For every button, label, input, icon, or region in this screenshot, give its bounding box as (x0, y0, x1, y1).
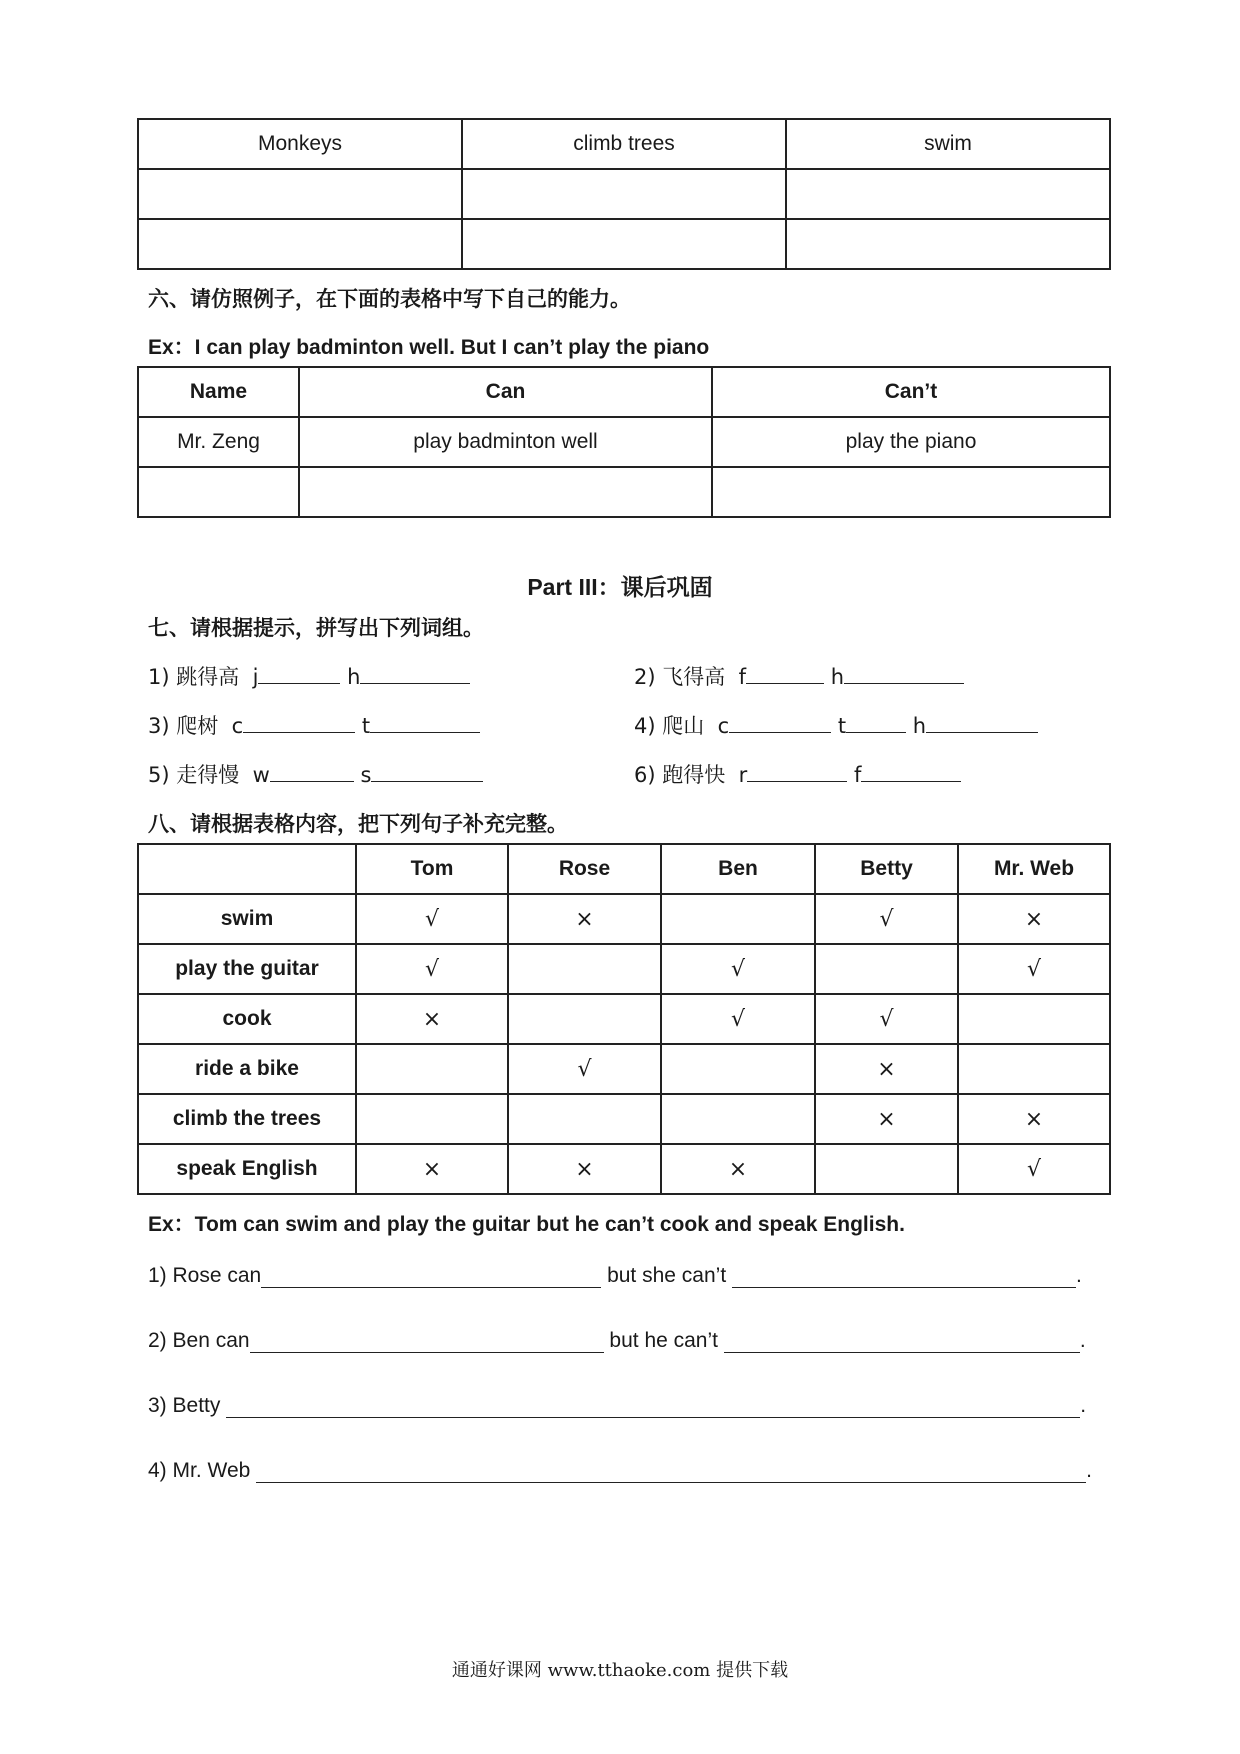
vocab-item-1: 1) 跳得高 j h (148, 661, 470, 691)
header-mr-web: Mr. Web (958, 844, 1110, 894)
section-7-heading: 七、请根据提示，拼写出下列词组。 (148, 616, 484, 640)
table-cell: swim (786, 119, 1110, 169)
row-label: climb the trees (138, 1094, 356, 1144)
mark-cell (508, 1094, 661, 1144)
table-cell: Mr. Zeng (138, 417, 299, 467)
row-label: swim (138, 894, 356, 944)
part-3-title (0, 569, 1240, 602)
mark-cell: √ (356, 944, 508, 994)
mark-cell: √ (661, 944, 815, 994)
part-3-title-zh: ：课后巩固 (597, 575, 713, 601)
table-cell: climb trees (462, 119, 786, 169)
blank-line[interactable] (747, 760, 847, 782)
table-row (138, 944, 1110, 994)
header-cant: Can’t (712, 367, 1110, 417)
mark-cell (815, 944, 958, 994)
table-cell: Monkeys (138, 119, 462, 169)
mark-cell: × (815, 1044, 958, 1094)
mark-cell: √ (958, 944, 1110, 994)
vocab-item-2: 2) 飞得高 f h (634, 661, 964, 691)
vocab-item-5: 5) 走得慢 w s (148, 759, 483, 789)
row-label: play the guitar (138, 944, 356, 994)
vocab-item-4: 4) 爬山 c t h (634, 710, 1038, 740)
sentence-1: 1) Rose can but she can’t . (148, 1264, 1082, 1287)
mark-cell (661, 1094, 815, 1144)
animals-table (137, 118, 1111, 270)
table-header-row (138, 367, 1110, 417)
answer-line[interactable] (261, 1266, 601, 1288)
footer-credit: 通通好课网 www.tthaoke.com 提供下载 (451, 1660, 789, 1681)
blank-line[interactable] (729, 711, 831, 733)
section-6-example: Ex：I can play badminton well. But I can’t play the piano (148, 336, 710, 359)
mark-cell: √ (508, 1044, 661, 1094)
blank-cell[interactable] (786, 169, 1110, 219)
mark-cell: × (356, 994, 508, 1044)
mark-cell: √ (815, 894, 958, 944)
vocab-item-6: 6) 跑得快 r f (634, 759, 961, 789)
ability-table (137, 366, 1111, 518)
mark-cell (508, 994, 661, 1044)
table-cell: play the piano (712, 417, 1110, 467)
mark-cell: √ (815, 994, 958, 1044)
header-name: Name (138, 367, 299, 417)
header-empty (138, 844, 356, 894)
header-betty: Betty (815, 844, 958, 894)
table-row (138, 169, 1110, 219)
table-cell: play badminton well (299, 417, 712, 467)
header-rose: Rose (508, 844, 661, 894)
mark-cell: √ (958, 1144, 1110, 1194)
ability-grid-table (137, 843, 1111, 1195)
mark-cell: × (356, 1144, 508, 1194)
answer-line[interactable] (250, 1331, 604, 1353)
mark-cell (356, 1094, 508, 1144)
blank-cell[interactable] (299, 467, 712, 517)
table-row (138, 994, 1110, 1044)
blank-line[interactable] (844, 662, 964, 684)
blank-line[interactable] (846, 711, 906, 733)
answer-line[interactable] (256, 1461, 1086, 1483)
mark-cell (661, 1044, 815, 1094)
answer-line[interactable] (226, 1396, 1080, 1418)
blank-line[interactable] (243, 711, 355, 733)
section-8-example: Ex：Tom can swim and play the guitar but he can’t cook and speak English. (148, 1213, 905, 1236)
mark-cell (815, 1144, 958, 1194)
section-8-heading: 八、请根据表格内容，把下列句子补充完整。 (148, 812, 568, 836)
blank-line[interactable] (371, 760, 483, 782)
mark-cell: √ (356, 894, 508, 944)
blank-line[interactable] (861, 760, 961, 782)
row-label: speak English (138, 1144, 356, 1194)
part-3-title-en: Part III (527, 574, 598, 600)
sentence-2: 2) Ben can but he can’t . (148, 1329, 1086, 1352)
blank-line[interactable] (746, 662, 824, 684)
row-label: ride a bike (138, 1044, 356, 1094)
blank-cell[interactable] (712, 467, 1110, 517)
mark-cell: × (815, 1094, 958, 1144)
table-row (138, 1094, 1110, 1144)
mark-cell (958, 1044, 1110, 1094)
table-row (138, 1044, 1110, 1094)
blank-cell[interactable] (138, 467, 299, 517)
answer-line[interactable] (724, 1331, 1080, 1353)
mark-cell: × (508, 1144, 661, 1194)
section-6-heading: 六、请仿照例子，在下面的表格中写下自己的能力。 (148, 287, 631, 311)
header-ben: Ben (661, 844, 815, 894)
row-label: cook (138, 994, 356, 1044)
vocab-item-3: 3) 爬树 c t (148, 710, 480, 740)
blank-line[interactable] (360, 662, 470, 684)
mark-cell (356, 1044, 508, 1094)
blank-cell[interactable] (786, 219, 1110, 269)
blank-cell[interactable] (462, 169, 786, 219)
blank-line[interactable] (270, 760, 354, 782)
mark-cell (958, 994, 1110, 1044)
mark-cell (508, 944, 661, 994)
table-row (138, 219, 1110, 269)
table-row (138, 1144, 1110, 1194)
table-row (138, 467, 1110, 517)
mark-cell (661, 894, 815, 944)
mark-cell: × (508, 894, 661, 944)
blank-cell[interactable] (462, 219, 786, 269)
mark-cell: × (958, 1094, 1110, 1144)
sentence-4: 4) Mr. Web . (148, 1459, 1092, 1482)
header-can: Can (299, 367, 712, 417)
mark-cell: × (958, 894, 1110, 944)
table-row (138, 119, 1110, 169)
table-row (138, 417, 1110, 467)
sentence-3: 3) Betty . (148, 1394, 1087, 1417)
blank-line[interactable] (370, 711, 480, 733)
table-header-row (138, 844, 1110, 894)
header-tom: Tom (356, 844, 508, 894)
mark-cell: √ (661, 994, 815, 1044)
blank-cell[interactable] (138, 219, 462, 269)
answer-line[interactable] (732, 1266, 1076, 1288)
table-row (138, 894, 1110, 944)
mark-cell: × (661, 1144, 815, 1194)
blank-line[interactable] (258, 662, 340, 684)
blank-line[interactable] (926, 711, 1038, 733)
blank-cell[interactable] (138, 169, 462, 219)
